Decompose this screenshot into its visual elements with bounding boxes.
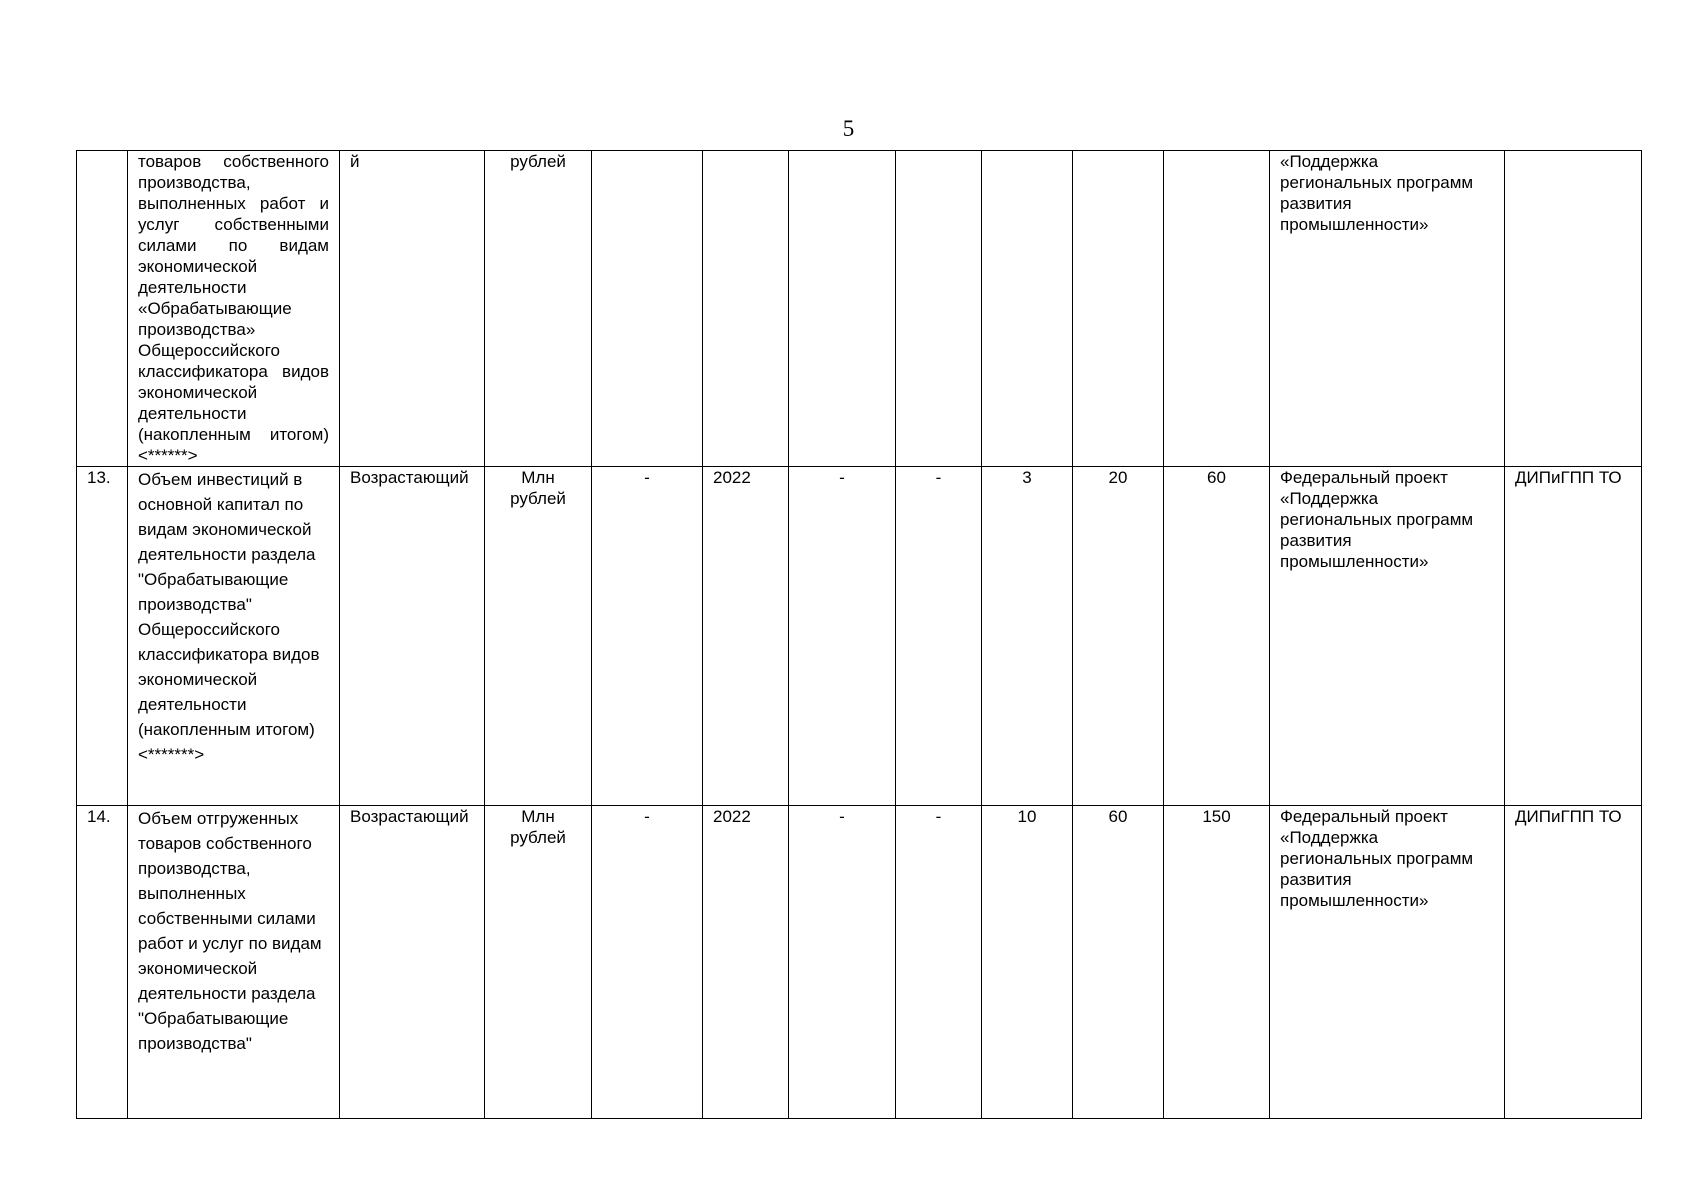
row-number — [77, 151, 128, 467]
value-cell: 60 — [1164, 467, 1270, 806]
table-row — [77, 806, 1642, 1119]
row-number: 13. — [77, 467, 128, 806]
row-number: 14. — [77, 806, 128, 1119]
project-link: «Поддержка региональных программ развития промышленности» — [1270, 151, 1505, 467]
value-cell — [1073, 151, 1164, 467]
project-link: Федеральный проект «Поддержка региональных программ развития промышленности» — [1270, 467, 1505, 806]
base-value: - — [592, 806, 703, 1119]
responsible-executor — [1505, 151, 1642, 467]
base-value — [592, 151, 703, 467]
value-cell — [982, 151, 1073, 467]
indicator-name: товаров собственного производства, выполненных работ и услуг собственными силами по видам экономической деятельности «Обрабатывающие производства» Общероссийского классификатора видов экономической деятельности (накопленным итогом) <******> — [128, 151, 340, 467]
responsible-executor: ДИПиГПП ТО — [1505, 467, 1642, 806]
indicator-name: Объем отгруженных товаров собственного производства, выполненных собственными силами работ и услуг по видам экономической деятельности раздела "Обрабатывающие производства" — [128, 806, 340, 1119]
project-link: Федеральный проект «Поддержка региональных программ развития промышленности» — [1270, 806, 1505, 1119]
value-cell — [896, 151, 982, 467]
page-number: 5 — [842, 116, 855, 141]
value-cell: - — [896, 806, 982, 1119]
table-row — [77, 151, 1642, 467]
value-cell — [789, 151, 896, 467]
table-row — [77, 467, 1642, 806]
value-cell: 10 — [982, 806, 1073, 1119]
value-cell — [1164, 151, 1270, 467]
unit-of-measure: Млн рублей — [485, 467, 592, 806]
base-year: 2022 — [703, 467, 789, 806]
value-cell: 150 — [1164, 806, 1270, 1119]
value-cell: - — [896, 467, 982, 806]
indicator-direction: Возрастающий — [340, 467, 485, 806]
indicator-direction: Возрастающий — [340, 806, 485, 1119]
value-cell: - — [789, 806, 896, 1119]
base-year: 2022 — [703, 806, 789, 1119]
base-value: - — [592, 467, 703, 806]
indicator-name: Объем инвестиций в основной капитал по видам экономической деятельности раздела "Обрабатывающие производства" Общероссийского классификатора видов экономической деятельности (накопленным итогом) <*******> — [128, 467, 340, 806]
value-cell: 3 — [982, 467, 1073, 806]
indicators-table — [76, 150, 1642, 1119]
indicator-direction: й — [340, 151, 485, 467]
value-cell: 20 — [1073, 467, 1164, 806]
responsible-executor: ДИПиГПП ТО — [1505, 806, 1642, 1119]
value-cell: - — [789, 467, 896, 806]
unit-of-measure: рублей — [485, 151, 592, 467]
value-cell: 60 — [1073, 806, 1164, 1119]
unit-of-measure: Млн рублей — [485, 806, 592, 1119]
base-year — [703, 151, 789, 467]
